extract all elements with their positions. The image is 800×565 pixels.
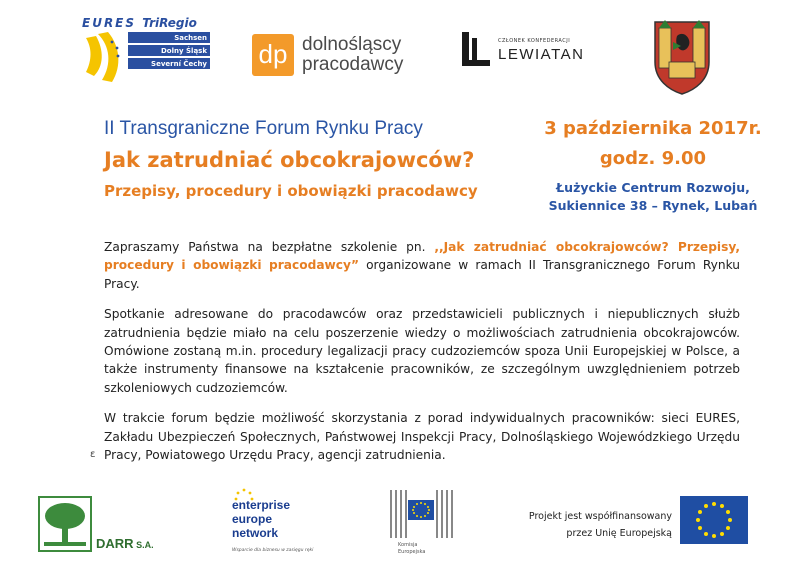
lewiatan-logo <box>460 30 590 72</box>
eures-region: Severní Čechy <box>128 58 210 69</box>
eures-region-list <box>128 32 210 71</box>
ec-building-icon <box>386 488 458 540</box>
forum-title: II Transgraniczne Forum Rynku Pracy <box>104 118 423 139</box>
een-line: europe <box>232 512 273 526</box>
cofinance-line2: przez Unię Europejską <box>566 528 672 539</box>
eures-triregio-logo <box>82 16 210 92</box>
lewiatan-member-label: CZŁONEK KONFEDERACJI <box>498 38 571 44</box>
tree-icon <box>40 498 90 550</box>
event-venue-line2: Sukiennice 38 – Rynek, Lubań <box>548 198 758 213</box>
dp-logo-line2: pracodawcy <box>302 54 404 75</box>
event-date: 3 października 2017r. <box>544 118 762 139</box>
training-subheadline: Przepisy, procedury i obowiązki pracodawcy <box>104 182 478 200</box>
training-name-highlight: ,,Jak zatrudniać obcokrajowców? Przepisy, procedury i obowiązki pracodawcy” <box>104 240 740 273</box>
enterprise-europe-network-logo <box>232 488 318 558</box>
darr-logo <box>38 496 168 554</box>
dp-logo-line1: dolnośląscy <box>302 34 402 55</box>
ec-label-line2: Europejska <box>398 549 426 555</box>
een-tagline: Wsparcie dla biznesu w zasięgu ręki <box>232 548 314 553</box>
dp-mark-icon: dp <box>252 34 294 76</box>
darr-frame <box>38 496 92 552</box>
event-venue-line1: Łużyckie Centrum Rozwoju, <box>556 180 750 195</box>
eures-logo-title: EURES TriRegio <box>82 16 197 30</box>
eures-hand-icon <box>82 28 128 84</box>
event-time: godz. 9.00 <box>599 148 707 169</box>
lewiatan-name: LEWIATAN <box>498 46 585 63</box>
invitation-paragraph-3: W trakcie forum będzie możliwość skorzystania z porad indywidualnych pracowników: sieci EURES, Zakładu Ubezpieczeń Społecznych, Państwowej Inspekcji Pracy, Dolnośląskiego Wojewódzkiego Urzędu Pracy, Powiatowego Urzędu Pracy, agencji zatrudnienia. <box>104 411 740 463</box>
eures-region: Dolny Śląsk <box>128 45 210 56</box>
stray-mark: ɛ <box>90 449 96 460</box>
een-line: enterprise <box>232 498 291 512</box>
invitation-paragraph-2: Spotkanie adresowane do pracodawców oraz przedstawicieli publicznych i niepublicznych służb zatrudnienia będzie miało na celu poszerzenie wiedzy o możliwościach zatrudnienia obcokrajowców. Omówione zostaną m.in. procedury legalizacji pracy cudzoziemców spoza Unii Europejskiej w Polsce, a także instrumenty finansowe na kształcenie pracowników, ze szczególnym uwzględnieniem potrzeb szkoleniowych cudzoziemców. <box>104 307 740 395</box>
invitation-paragraph-1: Zapraszamy Państwa na bezpłatne szkolenie pn. ,,Jak zatrudniać obcokrajowców? Przepisy, procedury i obowiązki pracodawcy” organizowane w ramach II Transgranicznego Forum Rynku Pracy. <box>104 240 740 291</box>
invitation-body <box>104 238 740 476</box>
cofinance-line1: Projekt jest współfinansowany <box>528 511 672 522</box>
lewiatan-mark-icon <box>460 32 490 66</box>
ec-label-line1: Komisja <box>398 542 418 548</box>
training-headline: Jak zatrudniać obcokrajowców? <box>104 148 475 172</box>
eu-flag-icon <box>680 496 748 544</box>
coat-of-arms-icon <box>651 18 713 96</box>
een-line: network <box>232 526 279 540</box>
eures-region: Sachsen <box>128 32 210 43</box>
dolnoslascy-pracodawcy-logo <box>252 34 442 78</box>
darr-name: DARR S.A. <box>96 536 154 551</box>
european-commission-logo <box>386 488 458 558</box>
